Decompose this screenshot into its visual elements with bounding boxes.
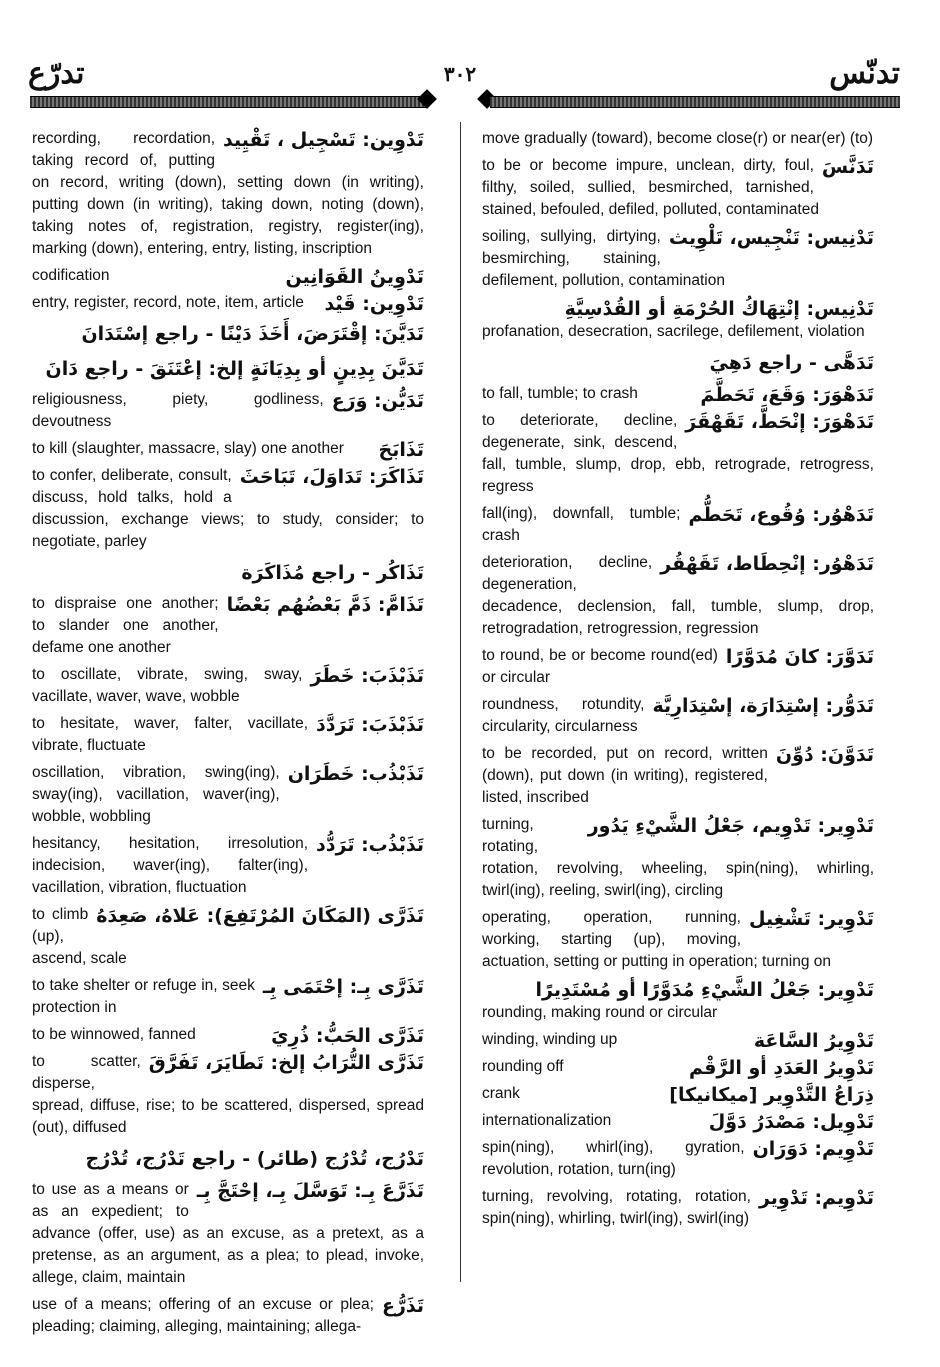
dictionary-entry <box>482 297 874 343</box>
definition-english: move gradually (toward), become close(r) or near(er) (to) <box>482 130 874 147</box>
header-rule-left <box>30 96 428 108</box>
definition-english: to climb (up), ascend, scale <box>32 906 127 967</box>
headword-arabic: تَدَنَّسَ <box>821 156 874 178</box>
dictionary-entry <box>32 319 424 349</box>
definition-english: operating, operation, running, working, starting (up), moving, actuation, setting or putting in operation; turning on <box>482 909 831 970</box>
guide-word-left: تدرّع <box>28 56 85 91</box>
definition-english: to kill (slaughter, massacre, slay) one another <box>32 440 344 457</box>
dictionary-entry <box>32 664 424 708</box>
definition-english: crank <box>482 1085 520 1102</box>
dictionary-entry <box>482 978 874 1024</box>
definition-english: oscillation, vibration, swing(ing), sway(ing), vacillation, waver(ing), wobble, wobbling <box>32 764 280 825</box>
left-column <box>32 128 424 1343</box>
headword-arabic: تَدَهْوَرَ: وَقَعَ، تَحَطَّمَ <box>700 384 874 406</box>
dictionary-entry <box>482 1083 874 1105</box>
dictionary-entry <box>482 743 874 809</box>
headword-arabic: تَدَهْوَرَ: إنْحَطَّ، تَقَهْقَرَ <box>685 411 874 433</box>
column-divider <box>460 122 461 1282</box>
headword-arabic: تَذَرَّى (المَكَانَ المُرْتَفِعَ): عَلاهُ، صَعِدَهُ <box>96 905 424 927</box>
dictionary-entry <box>32 713 424 757</box>
dictionary-entry <box>482 128 874 150</box>
dictionary-entry <box>32 558 424 588</box>
headword-arabic: تَذَاكُر - راجع مُذَاكَرَة <box>241 562 424 584</box>
headword-arabic: تَذَرُّع <box>381 1295 424 1317</box>
dictionary-entry <box>32 833 424 899</box>
definition-english: to confer, deliberate, consult, discuss, hold talks, hold a discussion, exchange views; to study, consider; to negotiate, parley <box>32 467 424 550</box>
headword-arabic: تَذَرَّى الحَبُّ: ذُرِيَ <box>271 1025 424 1047</box>
dictionary-entry <box>32 975 424 1019</box>
headword-arabic: تَدْوِيل: مَصْدَرُ دَوَّلَ <box>708 1111 874 1133</box>
headword-arabic: تَدْوِير: جَعْلُ الشَّيْءِ مُدَوَّرًا أو مُسْتَدِيرًا <box>535 979 874 1001</box>
headword-arabic: تَدَيَّنَ بِدِينٍ أو بِدِيَانَةٍ إلخ: إعْتَنَقَ - راجع دَانَ <box>45 358 424 380</box>
definition-english: to deteriorate, decline, degenerate, sink, descend, fall, tumble, slump, drop, ebb, retrograde, retrogress, regress <box>482 412 874 495</box>
dictionary-entry <box>482 907 874 973</box>
dictionary-entry <box>32 354 424 384</box>
header-rule-right <box>490 96 900 108</box>
headword-arabic: تَذَرَّى بِـ: إحْتَمَى بِـ <box>262 976 424 998</box>
headword-arabic: تَدَيُّن: وَرَع <box>331 390 424 412</box>
headword-arabic: تَدْوِير: تَدْوِيم، جَعْلُ الشَّيْءِ يَدُور <box>587 815 874 837</box>
dictionary-entry <box>32 1179 424 1289</box>
headword-arabic: تَذَابَحَ <box>378 439 424 461</box>
headword-arabic: تَدَوَّنَ: دُوِّنَ <box>775 744 874 766</box>
dictionary-entry <box>482 1110 874 1132</box>
dictionary-entry <box>482 383 874 405</box>
headword-arabic: تَذَامَّ: ذَمَّ بَعْضُهُم بَعْضًا <box>226 594 424 616</box>
definition-english: profanation, desecration, sacrilege, defilement, violation <box>482 323 865 340</box>
guide-word-right: تدنّس <box>829 56 900 91</box>
definition-english: winding, winding up <box>482 1031 618 1048</box>
dictionary-entry <box>32 904 424 970</box>
definition-english: to be or become impure, unclean, dirty, foul, filthy, soiled, sullied, besmirched, tarnished, stained, befouled, defiled, polluted, contaminated <box>482 157 819 218</box>
right-column <box>482 128 874 1235</box>
dictionary-entry <box>482 645 874 689</box>
headword-arabic: تَدَهَّى - راجع دَهِيَ <box>709 352 874 374</box>
definition-english: fall(ing), downfall, tumble; crash <box>482 505 681 544</box>
definition-english: to hesitate, waver, falter, vacillate, vibrate, fluctuate <box>32 715 309 754</box>
definition-english: to scatter, disperse, spread, diffuse, rise; to be scattered, dispersed, spread (out), diffused <box>32 1053 424 1136</box>
definition-english: spin(ning), whirl(ing), gyration, revolution, rotation, turn(ing) <box>482 1139 745 1178</box>
headword-arabic: تَذَبْذَبَ: تَرَدَّدَ <box>316 714 424 736</box>
dictionary-entry <box>482 155 874 221</box>
headword-arabic: تَدْوِين: قَيْد <box>324 293 424 315</box>
headword-arabic: تَدْوِين: تَسْجِيل ، تَقْيِيد <box>223 129 424 151</box>
headword-arabic: ذِرَاعُ التَّدْوِير [ميكانيكا] <box>669 1084 874 1106</box>
headword-arabic: تَدْوِيرُ العَدَدِ أو الرَّقْم <box>689 1057 874 1079</box>
dictionary-entry <box>482 410 874 498</box>
headword-arabic: تَدَهْوُر: إنْحِطَاط، تَقَهْقُر <box>660 553 874 575</box>
dictionary-entry <box>32 465 424 553</box>
headword-arabic: تَذَرَّعَ بِـ: تَوَسَّلَ بِـ، إحْتَجَّ بِـ <box>196 1180 424 1202</box>
headword-arabic: تَدَوُّر: إسْتِدَارَة، إسْتِدَارِيَّة <box>652 695 874 717</box>
headword-arabic: تَذَبْذُب: تَرَدُّد <box>316 834 424 856</box>
dictionary-entry <box>482 1056 874 1078</box>
dictionary-entry <box>482 1186 874 1230</box>
definition-english: to be winnowed, fanned <box>32 1026 196 1043</box>
definition-english: to dispraise one another; to slander one another, defame one another <box>32 595 219 656</box>
dictionary-entry <box>32 593 424 659</box>
dictionary-entry <box>32 389 424 433</box>
headword-arabic: تَدْوِيم: دَوَرَان <box>752 1138 874 1160</box>
headword-arabic: تَذَاكَرَ: تَدَاوَلَ، تَبَاحَثَ <box>239 466 424 488</box>
definition-english: codification <box>32 267 110 284</box>
definition-english: rounding, making round or circular <box>482 1004 718 1021</box>
definition-english: rounding off <box>482 1058 564 1075</box>
definition-english: to oscillate, vibrate, swing, sway, vacillate, waver, wave, wobble <box>32 666 303 705</box>
definition-english: deterioration, decline, degeneration, decadence, declension, fall, tumble, slump, drop, retrogradation, retrogression, regression <box>482 554 874 637</box>
dictionary-entry <box>482 1029 874 1051</box>
definition-english: turning, rotating, rotation, revolving, wheeling, spin(ning), whirling, twirl(ing), reeling, swirl(ing), circling <box>482 816 874 899</box>
definition-english: to take shelter or refuge in, seek protection in <box>32 977 255 1016</box>
headword-arabic: تَدَهْوُر: وُقُوع، تَحَطُّم <box>688 504 874 526</box>
definition-english: use of a means; offering of an excuse or plea; pleading; claiming, alleging, maintaining; allega- <box>32 1296 374 1335</box>
definition-english: soiling, sullying, dirtying, besmirching, staining, defilement, pollution, contamination <box>482 228 725 289</box>
dictionary-entry <box>32 265 424 287</box>
headword-arabic: تَدْرُج، تُدْرُج (طائر) - راجع تَدْرُج، تُدْرُج <box>85 1148 424 1170</box>
dictionary-entry <box>32 1024 424 1046</box>
dictionary-entry <box>32 1051 424 1139</box>
dictionary-entry <box>482 503 874 547</box>
headword-arabic: تَدَيَّنَ: إقْتَرَضَ، أَخَذَ دَيْنًا - راجع إسْتَدَانَ <box>81 323 424 345</box>
definition-english: religiousness, piety, godliness, devoutness <box>32 391 324 430</box>
dictionary-entry <box>32 438 424 460</box>
headword-arabic: تَدَوَّرَ: كانَ مُدَوَّرًا <box>725 646 874 668</box>
dictionary-entry <box>482 694 874 738</box>
headword-arabic: تَذَبْذُب: خَطَرَان <box>287 763 424 785</box>
headword-arabic: تَدْنِيس: إنْتِهَاكُ الحُرْمَةِ أو القُدْسِيَّةِ <box>564 298 874 320</box>
definition-english: turning, revolving, rotating, rotation, spin(ning), whirling, twirl(ing), swirl(ing) <box>482 1188 751 1227</box>
headword-arabic: تَدْوِينُ القَوَانِين <box>285 266 424 288</box>
dictionary-entry <box>32 1294 424 1338</box>
dictionary-entry <box>32 762 424 828</box>
dictionary-entry <box>482 552 874 640</box>
definition-english: to be recorded, put on record, written (down), put down (in writing), registered, listed, inscribed <box>482 745 768 806</box>
definition-english: to round, be or become round(ed) or circular <box>482 647 718 686</box>
dictionary-entry <box>482 226 874 292</box>
dictionary-entry <box>32 292 424 314</box>
definition-english: recording, recordation, taking record of, putting on record, writing (down), setting down (in writing), putting down (in writing), taking down, noting (down), taking notes of, registration, registry, register(ing), marking (down), entering, entry, listing, inscription <box>32 130 424 257</box>
headword-arabic: تَدْوِيم: تَدْوِير <box>758 1187 874 1209</box>
headword-arabic: تَدْوِير: تَشْغِيل <box>749 908 874 930</box>
dictionary-entry <box>482 348 874 378</box>
headword-arabic: تَذَرَّى التُّرَابُ إلخ: تَطَايَرَ، تَفَرَّقَ <box>148 1052 424 1074</box>
dictionary-entry <box>32 128 424 260</box>
definition-english: roundness, rotundity, circularity, circularness <box>482 696 645 735</box>
dictionary-entry <box>482 1137 874 1181</box>
headword-arabic: تَدْنِيس: تَنْجِيس، تَلْوِيث <box>668 227 874 249</box>
headword-arabic: تَذَبْذَبَ: خَطَرَ <box>310 665 424 687</box>
page-number: ٣٠٢ <box>443 62 477 86</box>
dictionary-entry <box>32 1144 424 1174</box>
definition-english: entry, register, record, note, item, article <box>32 294 304 311</box>
definition-english: to fall, tumble; to crash <box>482 385 638 402</box>
definition-english: internationalization <box>482 1112 612 1129</box>
definition-english: to use as a means or as an expedient; to advance (offer, use) as an excuse, as a pretext, as a pretense, as an argument, as a plea; to plead, invoke, allege, claim, maintain <box>32 1181 424 1286</box>
headword-arabic: تَدْوِيرُ السَّاعَة <box>753 1030 874 1052</box>
dictionary-entry <box>482 814 874 902</box>
definition-english: hesitancy, hesitation, irresolution, indecision, waver(ing), falter(ing), vacillation, vibration, fluctuation <box>32 835 309 896</box>
